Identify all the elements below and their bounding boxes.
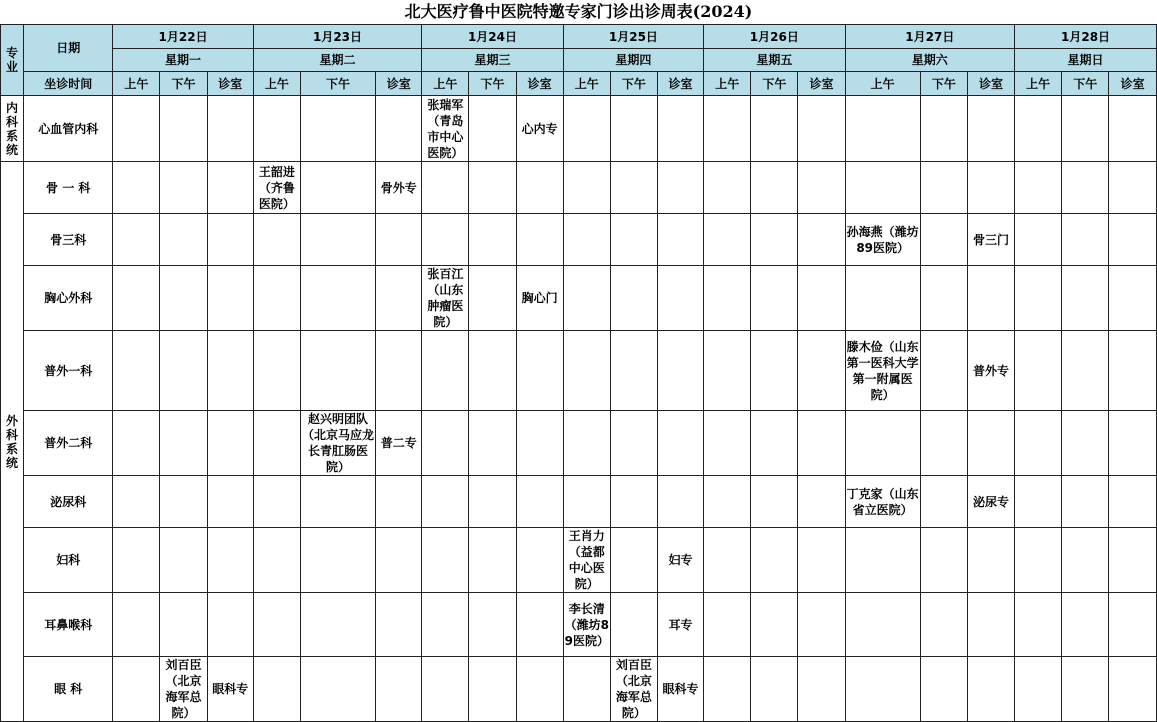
schedule-cell (657, 162, 703, 214)
schedule-cell (563, 593, 610, 657)
dept-name: 心血管内科 (24, 96, 113, 162)
schedule-cell (300, 331, 375, 411)
table-row (1, 96, 1157, 162)
schedule-cell (516, 266, 563, 331)
schedule-cell (1109, 528, 1157, 593)
schedule-cell (845, 657, 920, 722)
schedule-cell (1015, 266, 1062, 331)
schedule-cell (920, 266, 967, 331)
schedule-cell (516, 162, 563, 214)
schedule-cell (376, 528, 422, 593)
schedule-cell (1109, 411, 1157, 476)
schedule-cell (469, 214, 516, 266)
schedule-cell (1062, 162, 1109, 214)
cell-text: 普二专 (380, 436, 417, 450)
schedule-cell (751, 214, 798, 266)
schedule-cell (469, 96, 516, 162)
schedule-cell (610, 411, 657, 476)
schedule-cell (1015, 528, 1062, 593)
slot-header-am-6: 上午 (845, 72, 920, 96)
schedule-cell (1062, 411, 1109, 476)
slot-header-am-3: 上午 (422, 72, 469, 96)
schedule-cell (610, 476, 657, 528)
schedule-cell (751, 411, 798, 476)
schedule-cell (113, 162, 160, 214)
table-row (1, 657, 1157, 722)
schedule-cell (1062, 593, 1109, 657)
cell-text: 王肖力（益都中心医院） (568, 529, 605, 591)
schedule-cell (422, 331, 469, 411)
schedule-cell (300, 96, 375, 162)
date-day-7: 1月28日 (1015, 25, 1157, 49)
dept-name: 耳鼻喉科 (24, 593, 113, 657)
schedule-cell (113, 331, 160, 411)
slot-header-room-5: 诊室 (798, 72, 845, 96)
date-day-5: 1月26日 (704, 25, 845, 49)
slot-header-am-4: 上午 (563, 72, 610, 96)
slot-header-room-7: 诊室 (1109, 72, 1157, 96)
schedule-cell (1062, 266, 1109, 331)
schedule-cell (704, 331, 751, 411)
date-day-1: 1月22日 (113, 25, 253, 49)
slot-header-room-6: 诊室 (967, 72, 1014, 96)
cell-text: 眼科专 (662, 682, 699, 696)
schedule-cell (610, 331, 657, 411)
table-row (1, 476, 1157, 528)
slot-header-am-1: 上午 (113, 72, 160, 96)
date-day-3: 1月24日 (422, 25, 563, 49)
schedule-cell (1062, 331, 1109, 411)
schedule-cell (160, 266, 207, 331)
slot-header-pm-2: 下午 (300, 72, 375, 96)
schedule-cell (253, 528, 300, 593)
cell-text: 李长清（潍坊89医院） (564, 601, 609, 648)
slot-header-room-4: 诊室 (657, 72, 703, 96)
schedule-cell (1109, 476, 1157, 528)
schedule-cell (516, 214, 563, 266)
schedule-cell (967, 593, 1014, 657)
date-day-6: 1月27日 (845, 25, 1015, 49)
dept-name: 泌尿科 (24, 476, 113, 528)
cell-text: 孙海燕（潍坊89医院） (846, 224, 919, 255)
slot-header-room-3: 诊室 (516, 72, 563, 96)
weekday-2: 星期二 (253, 49, 422, 72)
cell-text: 王韶进（齐鲁医院） (258, 164, 295, 211)
schedule-cell (207, 266, 253, 331)
schedule-cell (516, 96, 563, 162)
schedule-cell (967, 331, 1014, 411)
schedule-cell (253, 476, 300, 528)
schedule-cell (1109, 214, 1157, 266)
cell-text: 刘百臣（北京海军总院） (615, 658, 652, 720)
schedule-cell (469, 331, 516, 411)
cell-text: 滕木俭（山东第一医科大学第一附属医院） (846, 339, 919, 402)
schedule-cell (422, 214, 469, 266)
schedule-cell (967, 528, 1014, 593)
schedule-cell (798, 214, 845, 266)
schedule-cell (253, 266, 300, 331)
slot-header-pm-1: 下午 (160, 72, 207, 96)
slot-header-am-7: 上午 (1015, 72, 1062, 96)
schedule-cell (1015, 331, 1062, 411)
schedule-cell (300, 593, 375, 657)
schedule-cell (563, 657, 610, 722)
schedule-cell (516, 593, 563, 657)
schedule-cell (160, 331, 207, 411)
schedule-cell (376, 266, 422, 331)
schedule-cell (751, 162, 798, 214)
schedule-cell (845, 331, 920, 411)
weekday-4: 星期四 (563, 49, 703, 72)
schedule-cell (920, 411, 967, 476)
schedule-cell (920, 162, 967, 214)
time-header: 坐诊时间 (24, 72, 113, 96)
schedule-cell (113, 214, 160, 266)
schedule-cell (1015, 162, 1062, 214)
schedule-cell (845, 162, 920, 214)
schedule-cell (160, 96, 207, 162)
schedule-cell (657, 266, 703, 331)
schedule-cell (704, 162, 751, 214)
schedule-cell (1109, 593, 1157, 657)
schedule-cell (1109, 162, 1157, 214)
slot-header-pm-7: 下午 (1062, 72, 1109, 96)
schedule-cell (300, 214, 375, 266)
schedule-cell (920, 657, 967, 722)
system-internal: 内科系统 (1, 96, 24, 162)
schedule-cell (798, 476, 845, 528)
schedule-cell (113, 528, 160, 593)
schedule-cell (610, 162, 657, 214)
schedule-cell (751, 593, 798, 657)
schedule-cell (253, 657, 300, 722)
system-surgery: 外科系统 (1, 162, 24, 722)
schedule-cell (469, 266, 516, 331)
schedule-cell (751, 96, 798, 162)
cell-text: 耳专 (668, 617, 693, 632)
schedule-cell (253, 411, 300, 476)
weekday-7: 星期日 (1015, 49, 1157, 72)
schedule-cell (469, 162, 516, 214)
schedule-cell (967, 411, 1014, 476)
schedule-cell (798, 96, 845, 162)
schedule-cell (657, 411, 703, 476)
schedule-cell (798, 657, 845, 722)
schedule-cell (516, 411, 563, 476)
cell-text: 骨外专 (380, 180, 417, 195)
schedule-cell (113, 657, 160, 722)
schedule-cell (376, 593, 422, 657)
schedule-cell (376, 476, 422, 528)
schedule-cell (207, 162, 253, 214)
schedule-cell (798, 266, 845, 331)
specialty-header: 专业 (1, 25, 24, 96)
table-row (1, 266, 1157, 331)
schedule-cell (610, 593, 657, 657)
schedule-cell (920, 528, 967, 593)
schedule-cell (469, 528, 516, 593)
slot-header-room-2: 诊室 (376, 72, 422, 96)
schedule-cell (657, 331, 703, 411)
schedule-cell (751, 331, 798, 411)
schedule-cell (376, 96, 422, 162)
schedule-cell (376, 162, 422, 214)
schedule-cell (422, 528, 469, 593)
schedule-cell (207, 476, 253, 528)
schedule-cell (704, 411, 751, 476)
schedule-cell (160, 214, 207, 266)
cell-text: 泌尿专 (972, 494, 1009, 509)
schedule-cell (657, 593, 703, 657)
schedule-cell (469, 411, 516, 476)
cell-text: 普外专 (972, 363, 1009, 378)
schedule-cell (300, 266, 375, 331)
schedule-cell (845, 96, 920, 162)
schedule-cell (1062, 476, 1109, 528)
schedule-cell (422, 266, 469, 331)
schedule-cell (920, 214, 967, 266)
schedule-cell (751, 528, 798, 593)
schedule-cell (920, 331, 967, 411)
schedule-cell (376, 331, 422, 411)
schedule-cell (253, 331, 300, 411)
schedule-cell (160, 657, 207, 722)
slot-header-am-5: 上午 (704, 72, 751, 96)
schedule-cell (563, 476, 610, 528)
schedule-cell (798, 331, 845, 411)
dept-name: 普外二科 (24, 411, 113, 476)
schedule-cell (704, 593, 751, 657)
schedule-cell (704, 476, 751, 528)
schedule-cell (563, 96, 610, 162)
schedule-cell (422, 411, 469, 476)
schedule-cell (1015, 411, 1062, 476)
schedule-cell (610, 214, 657, 266)
table-row (1, 331, 1157, 411)
schedule-cell (967, 162, 1014, 214)
schedule-cell (300, 162, 375, 214)
cell-text: 妇专 (668, 553, 693, 567)
schedule-cell (422, 162, 469, 214)
table-row (1, 593, 1157, 657)
cell-text: 张瑞军（青岛市中心医院） (427, 97, 464, 160)
schedule-cell (563, 528, 610, 593)
schedule-cell (469, 657, 516, 722)
schedule-cell (704, 528, 751, 593)
slot-header-pm-5: 下午 (751, 72, 798, 96)
schedule-cell (610, 266, 657, 331)
schedule-cell (160, 162, 207, 214)
date-header: 日期 (24, 25, 113, 72)
dept-name: 骨三科 (24, 214, 113, 266)
schedule-cell (1015, 96, 1062, 162)
schedule-cell (253, 96, 300, 162)
schedule-cell (657, 528, 703, 593)
dept-name: 普外一科 (24, 331, 113, 411)
schedule-cell (113, 476, 160, 528)
schedule-cell (704, 657, 751, 722)
schedule-cell (610, 96, 657, 162)
schedule-cell (704, 266, 751, 331)
schedule-cell (967, 214, 1014, 266)
schedule-cell (751, 266, 798, 331)
schedule-cell (1109, 96, 1157, 162)
schedule-cell (516, 331, 563, 411)
schedule-cell (798, 593, 845, 657)
schedule-cell (113, 96, 160, 162)
schedule-cell (469, 593, 516, 657)
schedule-cell (516, 528, 563, 593)
dept-name: 眼 科 (24, 657, 113, 722)
schedule-cell (300, 528, 375, 593)
schedule-cell (207, 331, 253, 411)
schedule-cell (113, 266, 160, 331)
schedule-cell (516, 657, 563, 722)
schedule-cell (704, 214, 751, 266)
schedule-cell (376, 657, 422, 722)
schedule-cell (422, 96, 469, 162)
schedule-cell (1109, 331, 1157, 411)
date-day-4: 1月25日 (563, 25, 703, 49)
schedule-cell (207, 96, 253, 162)
schedule-cell (798, 411, 845, 476)
dept-name: 胸心外科 (24, 266, 113, 331)
schedule-cell (160, 528, 207, 593)
schedule-cell (967, 657, 1014, 722)
schedule-cell (1062, 96, 1109, 162)
table-row (1, 528, 1157, 593)
cell-text: 眼科专 (212, 682, 249, 696)
schedule-cell (207, 657, 253, 722)
table-row (1, 162, 1157, 214)
schedule-cell (967, 476, 1014, 528)
schedule-cell (113, 411, 160, 476)
schedule-cell (563, 266, 610, 331)
schedule-cell (422, 593, 469, 657)
schedule-cell (207, 593, 253, 657)
dept-name: 骨 一 科 (24, 162, 113, 214)
cell-text: 刘百臣（北京海军总院） (165, 658, 202, 720)
schedule-cell (798, 528, 845, 593)
schedule-cell (845, 411, 920, 476)
schedule-cell (751, 476, 798, 528)
slot-header-room-1: 诊室 (207, 72, 253, 96)
cell-text: 张百江（山东肿瘤医院） (427, 267, 464, 329)
schedule-cell (1015, 593, 1062, 657)
date-day-2: 1月23日 (253, 25, 422, 49)
slot-header-am-2: 上午 (253, 72, 300, 96)
page-title: 北大医疗鲁中医院特邀专家门诊出诊周表(2024) (1, 0, 1157, 25)
schedule-cell (967, 266, 1014, 331)
cell-text: 赵兴明团队（北京马应龙长青肛肠医院） (302, 412, 375, 474)
weekday-1: 星期一 (113, 49, 253, 72)
schedule-cell (300, 411, 375, 476)
schedule-cell (469, 476, 516, 528)
schedule-cell (160, 593, 207, 657)
schedule-cell (376, 411, 422, 476)
schedule-cell (845, 266, 920, 331)
schedule-cell (610, 528, 657, 593)
schedule-cell (160, 476, 207, 528)
cell-text: 胸心门 (521, 291, 558, 305)
cell-text: 骨三门 (972, 232, 1009, 247)
schedule-cell (920, 593, 967, 657)
schedule-cell (207, 214, 253, 266)
schedule-cell (113, 593, 160, 657)
schedule-cell (300, 476, 375, 528)
schedule-cell (422, 657, 469, 722)
schedule-cell (845, 593, 920, 657)
schedule-cell (563, 214, 610, 266)
schedule-cell (704, 96, 751, 162)
schedule-cell (920, 96, 967, 162)
schedule-cell (920, 476, 967, 528)
schedule-cell (563, 411, 610, 476)
schedule-cell (160, 411, 207, 476)
schedule-cell (1109, 266, 1157, 331)
weekday-5: 星期五 (704, 49, 845, 72)
schedule-cell (1062, 528, 1109, 593)
schedule-cell (516, 476, 563, 528)
schedule-cell (845, 214, 920, 266)
schedule-cell (563, 162, 610, 214)
schedule-cell (751, 657, 798, 722)
schedule-cell (376, 214, 422, 266)
schedule-cell (253, 214, 300, 266)
slot-header-pm-4: 下午 (610, 72, 657, 96)
schedule-cell (300, 657, 375, 722)
dept-name: 妇科 (24, 528, 113, 593)
cell-text: 心内专 (521, 121, 558, 136)
schedule-cell (563, 331, 610, 411)
schedule-cell (798, 162, 845, 214)
weekday-3: 星期三 (422, 49, 563, 72)
schedule-cell (845, 476, 920, 528)
schedule-cell (207, 528, 253, 593)
schedule-cell (967, 96, 1014, 162)
schedule-cell (1015, 657, 1062, 722)
schedule-cell (253, 593, 300, 657)
schedule-cell (610, 657, 657, 722)
schedule-cell (845, 528, 920, 593)
schedule-cell (1015, 214, 1062, 266)
schedule-cell (253, 162, 300, 214)
schedule-cell (1062, 657, 1109, 722)
table-row (1, 411, 1157, 476)
schedule-cell (657, 214, 703, 266)
schedule-cell (207, 411, 253, 476)
schedule-cell (422, 476, 469, 528)
schedule-cell (657, 657, 703, 722)
schedule-cell (1109, 657, 1157, 722)
weekday-6: 星期六 (845, 49, 1015, 72)
schedule-cell (657, 96, 703, 162)
schedule-cell (657, 476, 703, 528)
schedule-cell (1015, 476, 1062, 528)
cell-text: 丁克家（山东省立医院） (846, 486, 919, 517)
table-row (1, 214, 1157, 266)
schedule-cell (1062, 214, 1109, 266)
slot-header-pm-6: 下午 (920, 72, 967, 96)
slot-header-pm-3: 下午 (469, 72, 516, 96)
